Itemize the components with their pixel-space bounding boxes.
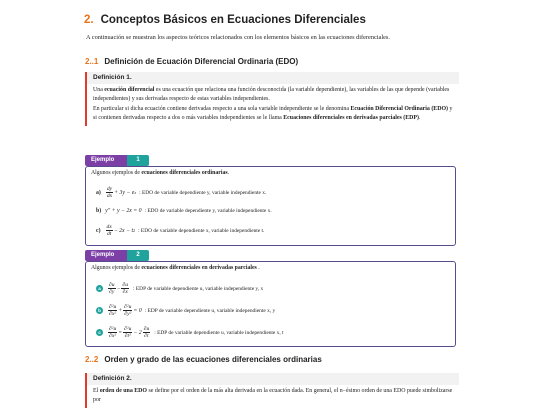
fraction [106, 224, 113, 237]
superscript: x [134, 190, 137, 195]
numerator: dx [106, 224, 112, 230]
subsection-number: 2..1 [85, 57, 99, 66]
text-run: . [256, 265, 260, 271]
fraction: $\frac{\text{∂²u}}{\text{∂x²}}$ [109, 304, 117, 317]
term-bold: Ecuación Diferencial Ordinaria (EDO) [350, 106, 449, 113]
section-heading [84, 14, 366, 26]
term-bold: ecuaciones diferenciales en derivadas parciales [141, 265, 257, 271]
term-bold: ecuaciones diferenciales ordinarias [141, 170, 228, 176]
example-number: 1 [127, 155, 149, 166]
item-description: : EDP de variable dependiente u, variable independiente x, y [144, 307, 276, 314]
term-bold: ecuación diferencial [104, 87, 155, 93]
definition-heading: Definición 2. [87, 373, 459, 385]
example-item-a: a $\frac{\partial u}{\partial y}$ − $\frac{\partial u}{\partial x}$ : EDP de variable dependiente u, variable independiente y, x [96, 282, 263, 295]
example-label: Ejemplo [85, 250, 127, 261]
item-description: : EDO de variable dependiente y, variable independiente x. [144, 208, 272, 214]
definition-box-2 [85, 373, 459, 408]
fraction: $\frac{\text{∂²u}}{\text{∂x²}}$ [109, 326, 117, 339]
subsection-title: Definición de Ecuación Diferencial Ordinaria (EDO) [104, 57, 299, 66]
example-title [91, 170, 229, 176]
item-description: : EDP de variable dependiente u, variable independiente y, x [133, 285, 264, 292]
example-label: Ejemplo [85, 155, 127, 166]
item-label: c) [96, 227, 101, 234]
definition-paragraph [93, 105, 453, 122]
definition-paragraph [93, 86, 453, 103]
subsection-heading-1 [85, 57, 298, 66]
section-number: 2. [84, 14, 94, 26]
definition-paragraph [93, 387, 453, 404]
numerator: dy [106, 186, 113, 192]
text-run: se define por el orden de la más alta derivada en la ecuación dada. En general, el n−ésimo orden de una EDO puede simbolizarse por [93, 388, 453, 403]
subsection-number: 2..2 [85, 355, 99, 364]
definition-heading: Definición 1. [87, 72, 459, 84]
example-item-b: b $\frac{\text{∂²u}}{\text{∂x²}}$ + $\frac{\text{∂²u}}{\text{∂y²}}$ = 0 : EDP de variable dependiente u, variable independiente x, y [96, 304, 275, 317]
text-run: Algunos ejemplos de [91, 265, 142, 271]
section-title: Conceptos Básicos en Ecuaciones Diferenciales [100, 14, 366, 26]
equation-text: + 3y − e [114, 189, 135, 196]
item-description: : EDO de variable dependiente x, variable independiente t. [138, 227, 265, 234]
fraction: $\frac{\partial u}{\partial y}$ [109, 282, 115, 295]
example-box-2 [85, 261, 456, 347]
item-description: : EDO de variable dependiente y, variable independiente x. [139, 189, 267, 196]
fraction: $\frac{\partial u}{\partial t}$ [143, 326, 150, 339]
text-run: Una [93, 87, 105, 93]
bullet-badge: c [96, 329, 103, 336]
text-run: y si contienen derivadas respecto a dos o más variables independientes se le llama [93, 106, 453, 121]
superscript: 2 [133, 228, 136, 233]
example-box-1 [85, 166, 456, 246]
definition-box-1 [85, 72, 459, 126]
subsection-title: Orden y grado de las ecuaciones diferenciales ordinarias [104, 355, 322, 364]
text-run: En particular si dicha ecuación contiene derivadas respecto a una sola variable independiente se le denomina [93, 106, 351, 113]
fraction [106, 186, 113, 199]
example-item-a [96, 186, 266, 199]
subsection-heading-2 [85, 355, 322, 364]
example-tag-2 [85, 250, 149, 261]
term-bold: orden de una EDO [99, 388, 148, 394]
fraction: $\frac{\text{∂²u}}{\text{∂t²}}$ [124, 326, 132, 339]
denominator: dx [106, 193, 113, 199]
item-label: b) [96, 208, 102, 214]
example-tag-1 [85, 155, 149, 166]
equation-text: y″ + y − 2x = 0 [105, 208, 142, 214]
text-run: . [227, 170, 230, 176]
fraction: $\frac{\partial u}{\partial x}$ [122, 282, 129, 295]
bullet-badge: b [96, 307, 103, 314]
denominator: dt [106, 231, 112, 237]
example-item-b [96, 208, 272, 214]
fraction: $\frac{\text{∂²u}}{\text{∂y²}}$ [124, 304, 132, 317]
text-run: es una ecuación que relaciona una función desconocida (la variable dependiente), las variables de las que depende (variables independientes) y sus derivadas respecto de estas variables independientes. [93, 87, 450, 102]
text-run: El [93, 388, 100, 394]
equation-text: − 2x − t [113, 227, 134, 234]
text-run: . [419, 114, 421, 121]
item-label: a) [96, 189, 101, 196]
text-run: Algunos ejemplos de [91, 170, 142, 176]
term-bold: Ecuaciones diferenciales en derivadas parciales (EDP) [283, 114, 419, 121]
example-item-c: c $\frac{\text{∂²u}}{\text{∂x²}}$ = $\frac{\text{∂²u}}{\text{∂t²}}$ − 2 $\frac{\partial u}{\partial t}$ : EDP de variable dependiente u, variable independiente x, t [96, 326, 284, 339]
bullet-badge: a [96, 285, 103, 292]
example-number: 2 [127, 250, 149, 261]
example-item-c [96, 224, 264, 237]
item-description: : EDP de variable dependiente u, variable independiente x, t [154, 329, 284, 336]
definition-body [87, 84, 459, 126]
example-title [91, 265, 260, 271]
section-intro: A continuación se muestran los aspectos teóricos relacionados con los elementos básicos en las ecuaciones diferenciales. [86, 34, 390, 41]
